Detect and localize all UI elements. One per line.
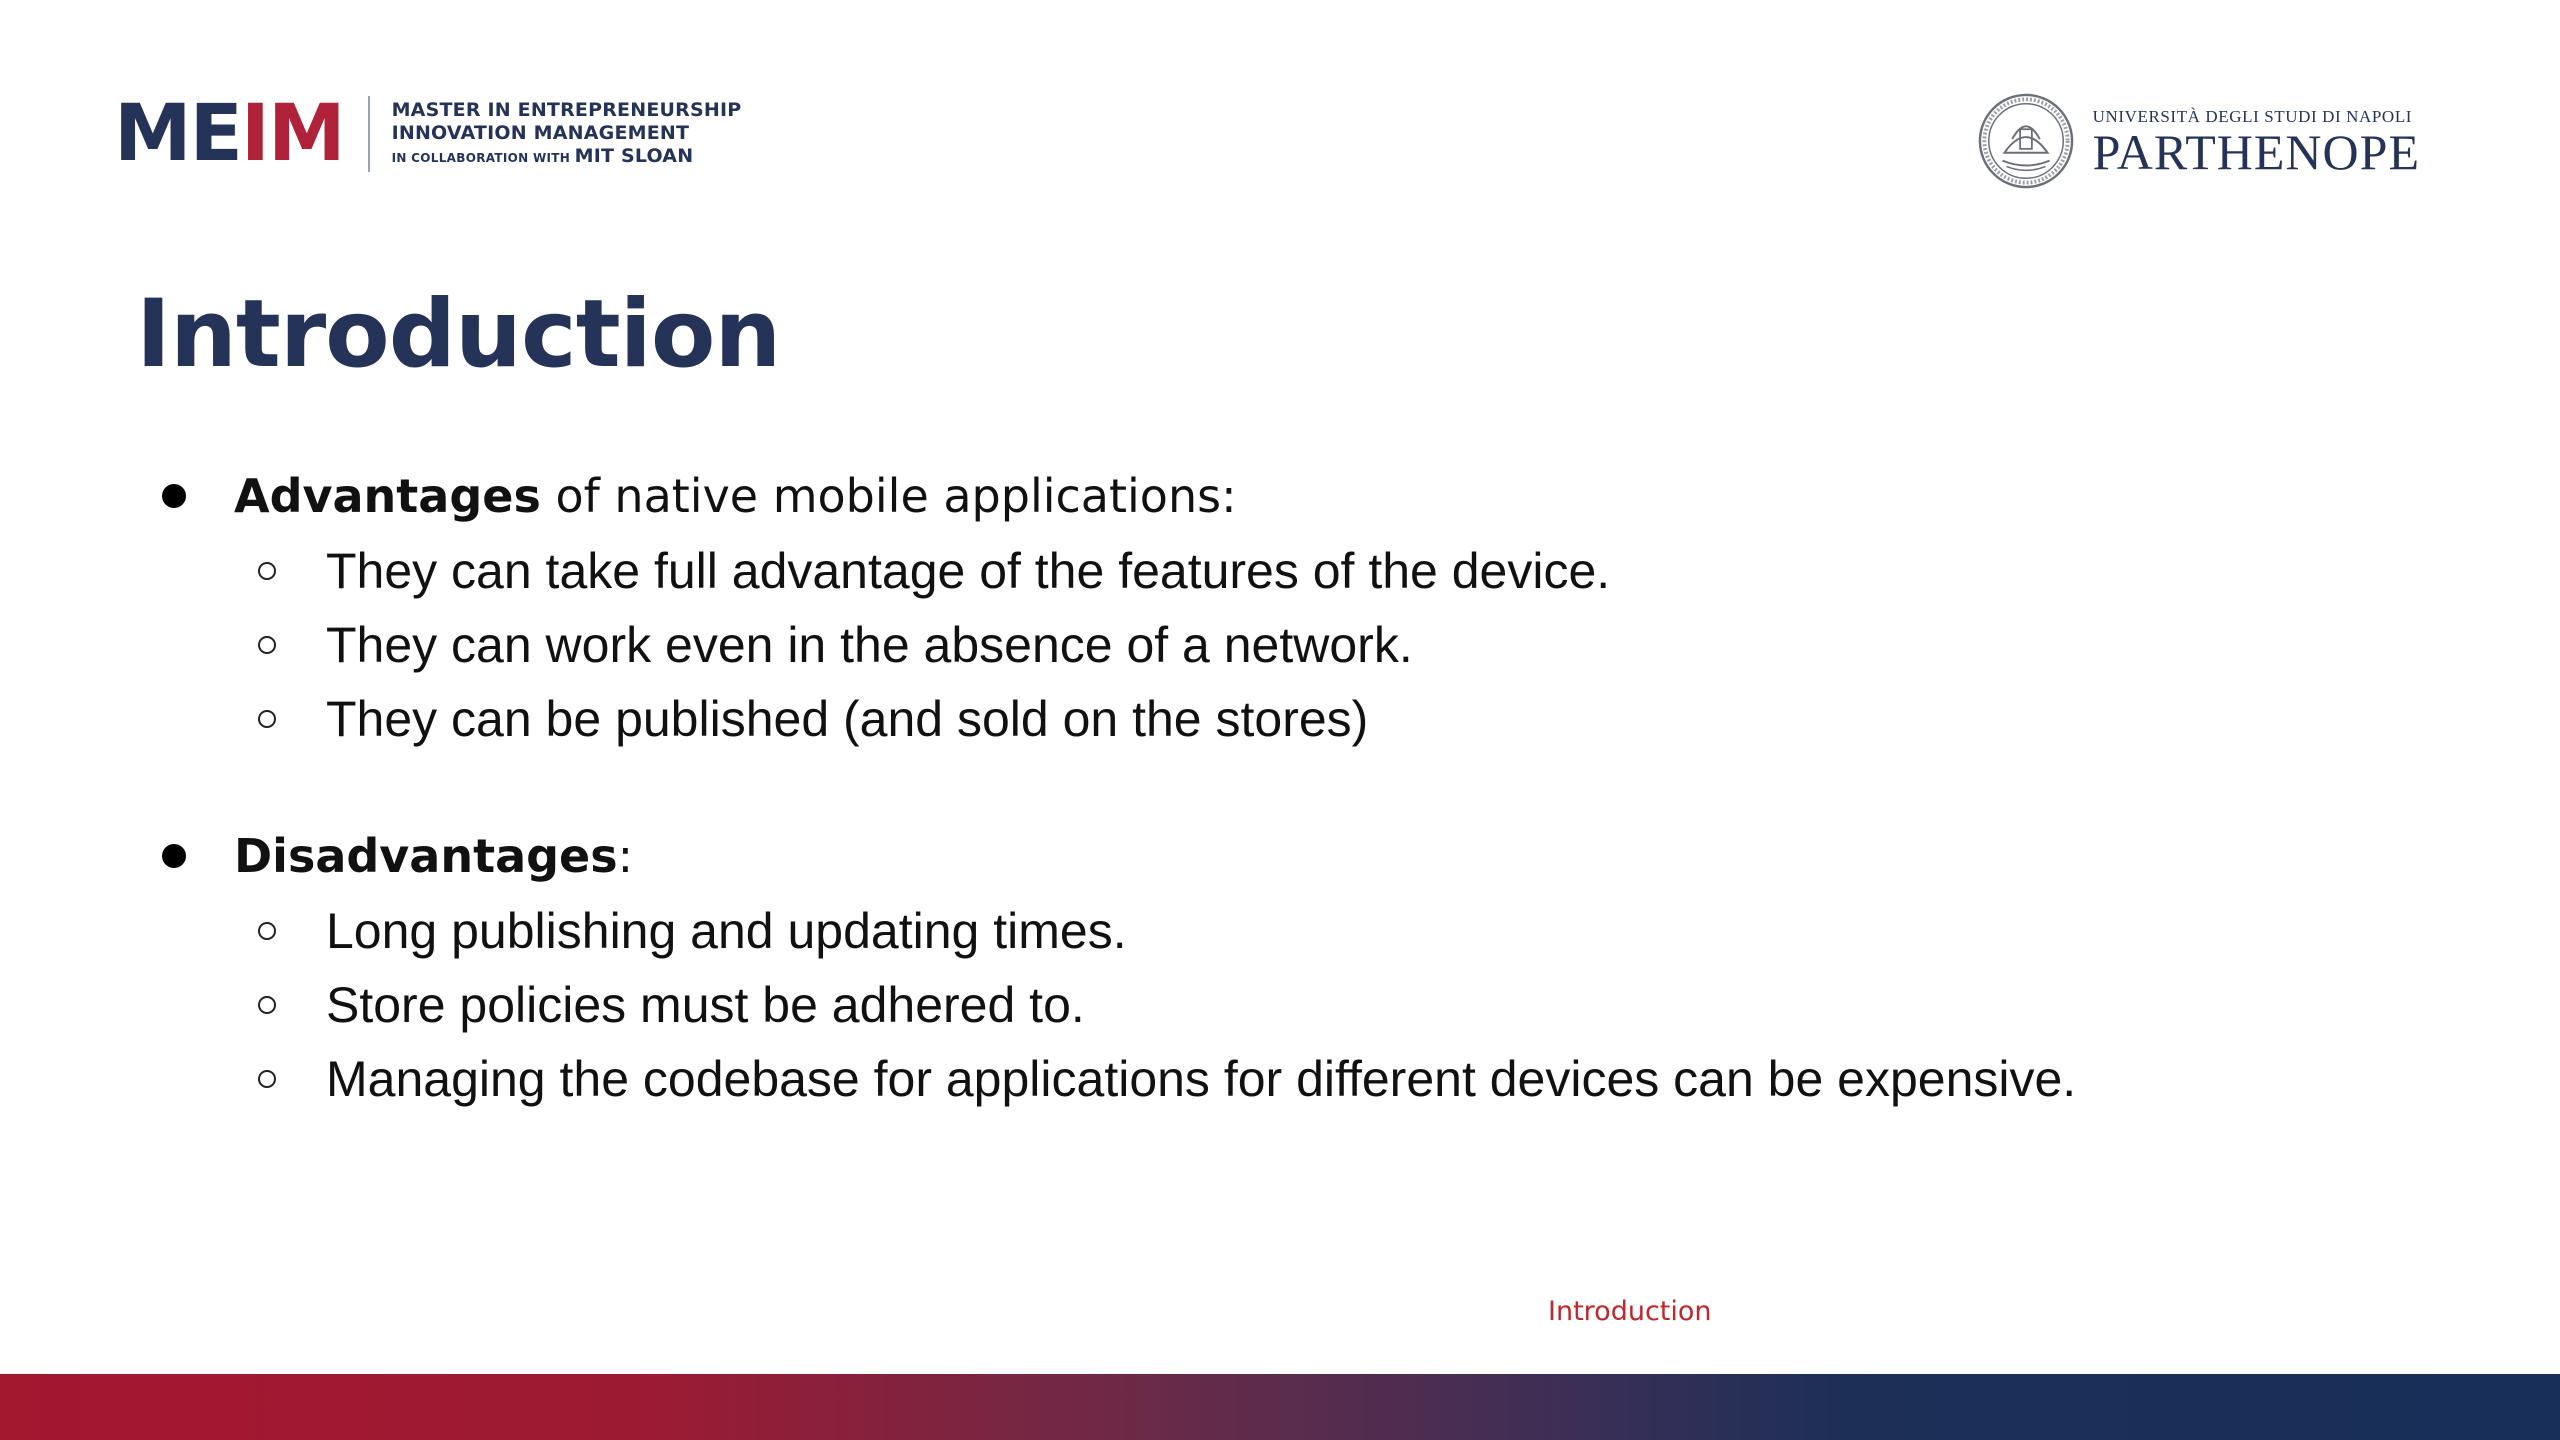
sub-bullet-item (0, 534, 2560, 608)
disadvantages-section (0, 818, 2560, 1116)
meim-collab-text: IN COLLABORATION WITH (391, 151, 571, 165)
sub-bullet-item (0, 968, 2560, 1042)
university-title: PARTHENOPE (2092, 124, 2420, 180)
meim-logo-text (392, 99, 742, 169)
footer-section-label: Introduction (1548, 1296, 1712, 1327)
main-bullet-item (0, 458, 2560, 534)
parthenope-logo (1977, 92, 2420, 190)
hollow-bullet-icon (258, 710, 276, 728)
section-heading (234, 829, 633, 883)
filled-bullet-icon (162, 484, 186, 508)
meim-mark-letter: I (240, 89, 268, 179)
sub-bullet-item (0, 1042, 2560, 1116)
hollow-bullet-icon (258, 562, 276, 580)
sub-bullet-item (0, 608, 2560, 682)
sub-bullet-text: Managing the codebase for applications for different devices can be expensive. (326, 1051, 2077, 1107)
meim-logo-mark (114, 89, 344, 179)
sub-bullet-item (0, 682, 2560, 756)
meim-mark-letter: M (114, 89, 190, 179)
university-subtitle: UNIVERSITÀ DEGLI STUDI DI NAPOLI (2092, 107, 2413, 126)
sub-bullet-text: They can be published (and sold on the stores) (326, 691, 1369, 747)
sub-bullet-text: Long publishing and updating times. (326, 903, 1127, 959)
hollow-bullet-icon (258, 922, 276, 940)
slide-title: Introduction (136, 280, 781, 389)
meim-line-1: MASTER IN ENTREPRENEURSHIP (391, 99, 742, 121)
main-bullet-item (0, 818, 2560, 894)
advantages-section (0, 458, 2560, 756)
filled-bullet-icon (162, 844, 186, 868)
section-heading-bold: Disadvantages (234, 829, 618, 883)
sub-bullet-text: They can work even in the absence of a network. (326, 617, 1413, 673)
sub-bullet-item (0, 894, 2560, 968)
bullet-content (0, 458, 2560, 1178)
logo-divider (368, 96, 370, 172)
meim-mit-sloan: MIT SLOAN (574, 145, 694, 167)
hollow-bullet-icon (258, 996, 276, 1014)
meim-line-3 (392, 145, 742, 169)
university-name (2092, 106, 2420, 180)
university-seal-icon (1977, 92, 2075, 190)
hollow-bullet-icon (258, 636, 276, 654)
meim-mark-letter: M (267, 89, 344, 179)
meim-logo (114, 89, 742, 179)
hollow-bullet-icon (258, 1070, 276, 1088)
sub-bullet-text: Store policies must be adhered to. (326, 977, 1085, 1033)
section-heading-bold: Advantages (234, 469, 541, 523)
meim-line-2: INNOVATION MANAGEMENT (391, 122, 690, 144)
sub-bullet-text: They can take full advantage of the features of the device. (326, 543, 1611, 599)
footer-gradient-bar (0, 1374, 2560, 1440)
section-heading-rest: : (617, 829, 634, 883)
section-heading (234, 469, 1237, 523)
meim-mark-letter: E (189, 89, 241, 179)
section-heading-rest: of native mobile applications: (540, 469, 1237, 523)
